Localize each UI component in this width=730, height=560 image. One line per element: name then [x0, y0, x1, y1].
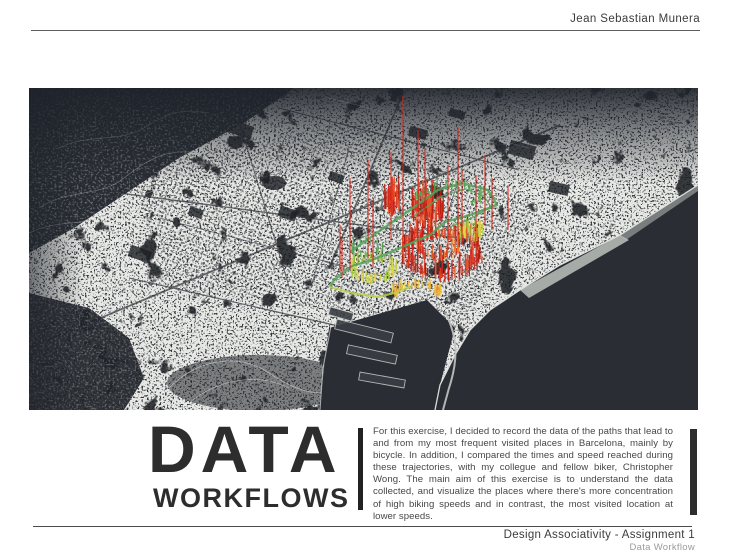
page-title-workflows: WORKFLOWS	[153, 483, 350, 513]
barcelona-map	[29, 88, 698, 410]
top-shade	[29, 88, 698, 183]
footer-subtitle: Data Workflow	[629, 542, 695, 553]
page-title-data: DATA	[148, 412, 342, 486]
author-name: Jean Sebastian Munera	[570, 13, 700, 25]
footer-course: Design Associativity - Assignment 1	[503, 529, 695, 541]
footer-rule	[33, 526, 692, 527]
right-accent-bar	[690, 429, 697, 515]
title-divider-bar	[358, 428, 363, 510]
header-rule	[31, 30, 700, 31]
left-shade	[29, 88, 84, 410]
description-paragraph: For this exercise, I decided to record the data of the paths that lead to and from my most frequent visited places in Barcelona, mainly by bicycle. In addition, I compared the times and speed reached during these trajectories, with my collegue and fellow biker, Christopher Wong. The main aim of this exercise is to understand the data collected, and visualize the places where there's more concentration of high biking speeds and in contrast, the most visited location at lower speeds.	[373, 426, 673, 522]
